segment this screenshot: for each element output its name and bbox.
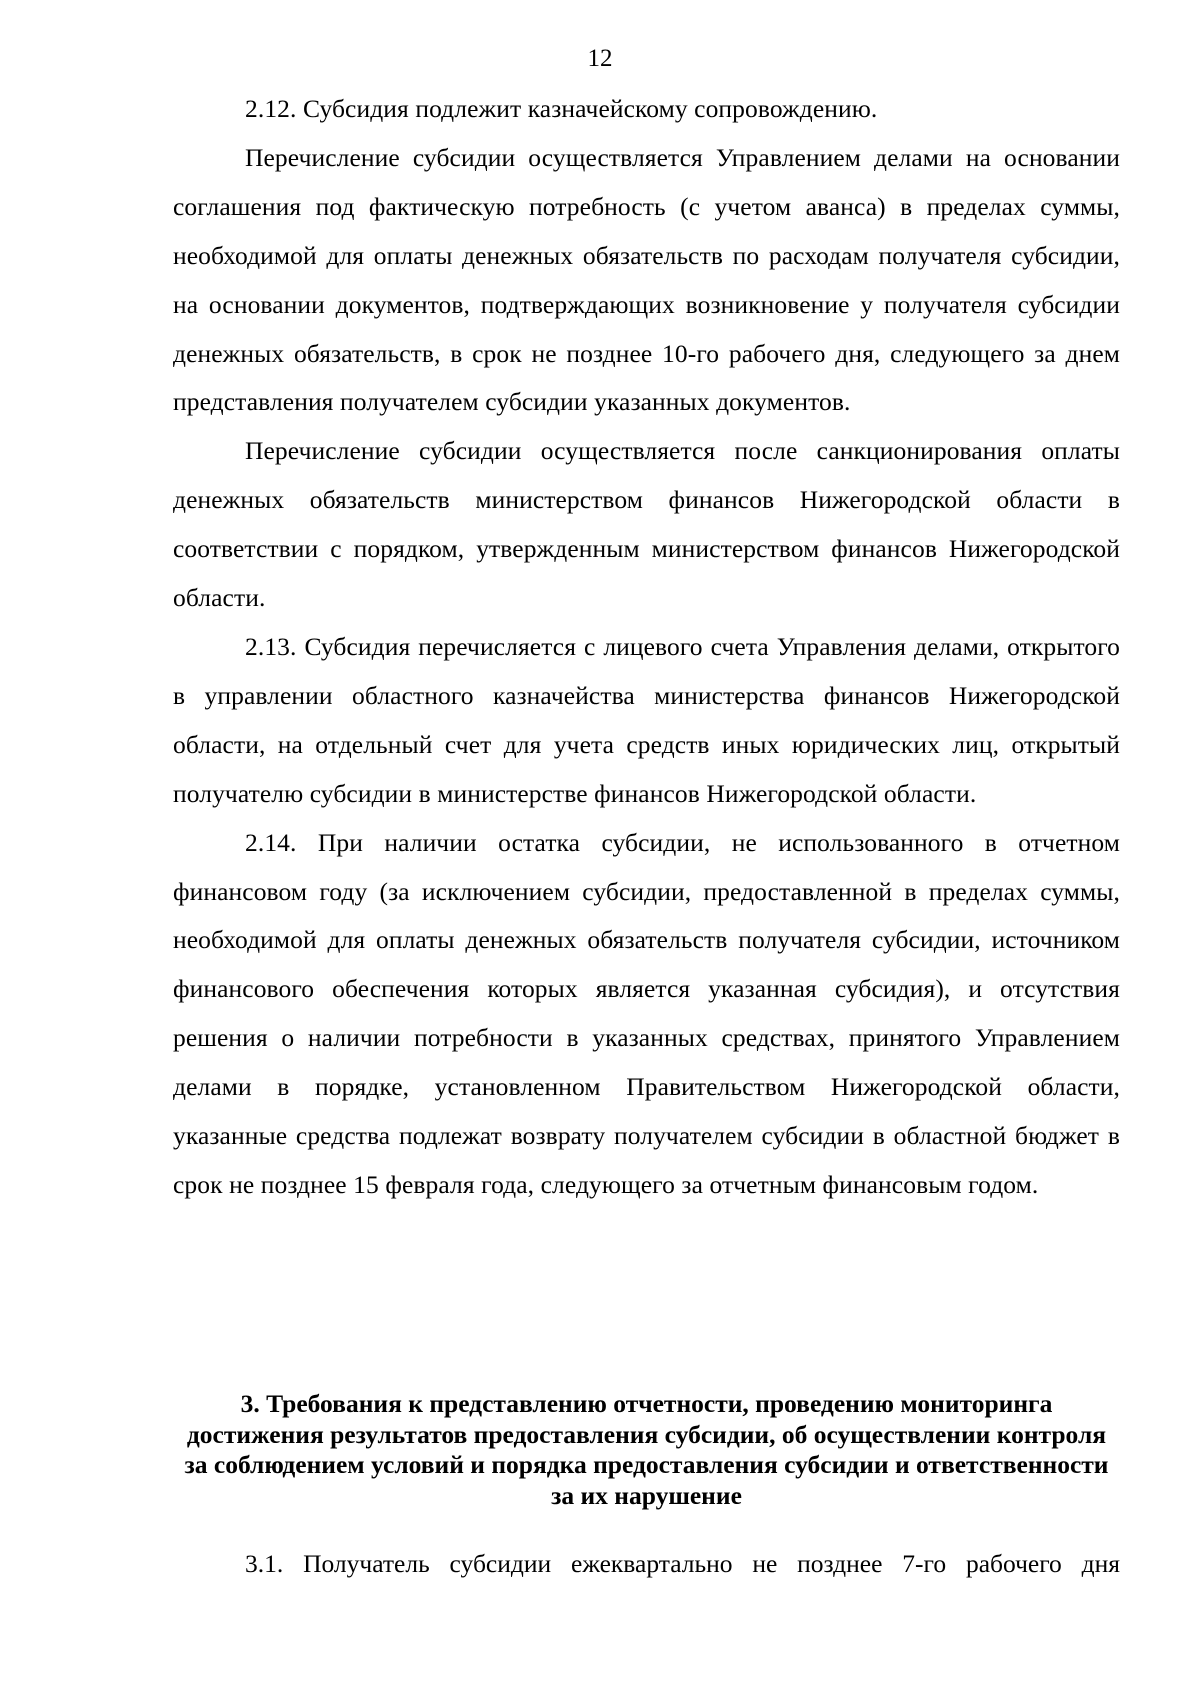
paragraph-2-14: 2.14. При наличии остатка субсидии, не использованного в отчетном финансовом году (за исключением субсидии, предоставленной в пределах суммы, необходимой для оплаты денежных обязательств получателя субсидии, источником финансового обеспечения которых является указанная субсидия), и отсутствия решения о наличии потребности в указанных средствах, принятого Управлением делами в порядке, установленном Правительством Нижегородской области, указанные средства подлежат возврату получателем субсидии в областной бюджет в срок не позднее 15 февраля года, следующего за отчетным финансовым годом.: [173, 827, 1120, 1199]
paragraph-transfer-basis: Перечисление субсидии осуществляется Управлением делами на основании соглашения под фактическую потребность (с учетом аванса) в пределах суммы, необходимой для оплаты денежных обязательств по расходам получателя субсидии, на основании документов, подтверждающих возникновение у получателя субсидии денежных обязательств, в срок не позднее 10-го рабочего дня, следующего за днем представления получателем субсидии указанных документов.: [173, 142, 1120, 417]
paragraph-2-13: 2.13. Субсидия перечисляется с лицевого счета Управления делами, открытого в управлении областного казначейства министерства финансов Нижегородской области, на отдельный счет для учета средств иных юридических лиц, открытый получателю субсидии в министерстве финансов Нижегородской области.: [173, 631, 1120, 808]
paragraph-3-1: 3.1. Получатель субсидии ежеквартально не позднее 7-го рабочего дня: [245, 1549, 1120, 1578]
section-3-heading: 3. Требования к представлению отчетности, проведению мониторинга достижения результатов предоставления субсидии, об осуществлении контроля за соблюдением условий и порядка предоставления субсидии и ответственности за их нарушение: [184, 1389, 1109, 1510]
section-2-body: [173, 85, 1120, 1210]
paragraph-transfer-sanction: Перечисление субсидии осуществляется после санкционирования оплаты денежных обязательств министерством финансов Нижегородской области в соответствии с порядком, утвержденным министерством финансов Нижегородской области.: [173, 436, 1120, 613]
page-number: 12: [587, 45, 613, 72]
paragraph-2-12: 2.12. Субсидия подлежит казначейскому сопровождению.: [245, 94, 878, 123]
